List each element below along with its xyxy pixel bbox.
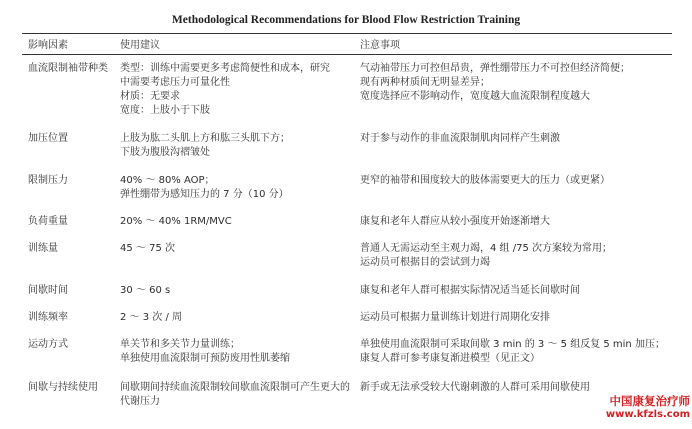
row-advice-line: 2 ～ 3 次 / 周 [120,312,182,323]
row-note-line: 对于参与动作的非血流限制肌肉同样产生刺激 [360,133,560,144]
row-advice-line: 下肢为腹股沟褶皱处 [120,147,210,158]
row-note-line: 运动员可根据力量训练计划进行周期化安排 [360,312,550,323]
site-watermark [590,395,690,421]
row-factor: 训练量 [28,243,58,254]
row-advice-line: 上肢为肱二头肌上方和肱三头肌下方； [120,133,290,144]
row-note-line: 运动员可根据目的尝试到力竭 [360,257,490,268]
row-advice-line: 20% ～ 40% 1RM/MVC [120,216,232,227]
row-note-line: 更窄的袖带和围度较大的肢体需要更大的压力（或更紧） [360,175,610,186]
row-advice-line: 类型：训练中需要更多考虑简便性和成本，研究 [120,63,330,74]
row-note-line: 单独使用血流限制可采取间歇 3 min 的 3 ～ 5 组反复 5 min 加压； [360,339,665,350]
header-notes: 注意事项 [360,40,400,51]
header-advice: 使用建议 [120,40,160,51]
row-factor: 血流限制袖带种类 [28,63,108,74]
row-advice-line: 单关节和多关节力量训练； [120,339,240,350]
row-note-line: 康复和老年人群应从较小强度开始逐渐增大 [360,216,550,227]
watermark-name: 中国康复治疗师 [609,394,690,408]
watermark-url: www.kfzls.com [605,409,690,420]
row-factor: 间歇与持续使用 [28,382,98,393]
row-advice-line: 宽度：上肢小于下肢 [120,105,210,116]
row-advice-line: 40% ～ 80% AOP； [120,175,215,186]
row-advice-line: 30 ～ 60 s [120,285,171,296]
header-factor: 影响因素 [28,40,68,51]
row-factor: 加压位置 [28,133,68,144]
table-top-rule [22,33,672,34]
row-note-line: 普通人无需运动至主观力竭，4 组 /75 次方案较为常用； [360,243,612,254]
row-factor: 限制压力 [28,175,68,186]
row-note-line: 气动袖带压力可控但昂贵，弹性绷带压力不可控但经济简便； [360,63,630,74]
row-advice-line: 材质：无要求 [120,91,180,102]
row-advice-line: 中需要考虑压力可量化性 [120,77,230,88]
row-advice-line: 45 ～ 75 次 [120,243,175,254]
table-header-rule [22,54,672,55]
row-factor: 运动方式 [28,339,68,350]
row-advice-line: 弹性绷带为感知压力的 7 分（10 分） [120,189,289,200]
row-factor: 训练频率 [28,312,68,323]
row-note-line: 康复和老年人群可根据实际情况适当延长间歇时间 [360,285,580,296]
row-note-line: 康复人群可参考康复渐进模型（见正文） [360,353,540,364]
row-factor: 负荷重量 [28,216,68,227]
table-title: Methodological Recommendations for Blood Flow Restriction Training [171,14,521,26]
row-note-line: 新手或无法承受较大代谢刺激的人群可采用间歇使用 [360,382,590,393]
row-note-line: 现有两种材质间无明显差异； [360,77,490,88]
row-factor: 间歇时间 [28,285,68,296]
row-advice-line: 单独使用血流限制可预防废用性肌萎缩 [120,353,290,364]
row-advice-text: 间歇期间持续血流限制较间歇血流限制可产生更大的代谢压力 [120,382,350,407]
row-note-line: 宽度选择应不影响动作，宽度越大血流限制程度越大 [360,91,590,102]
